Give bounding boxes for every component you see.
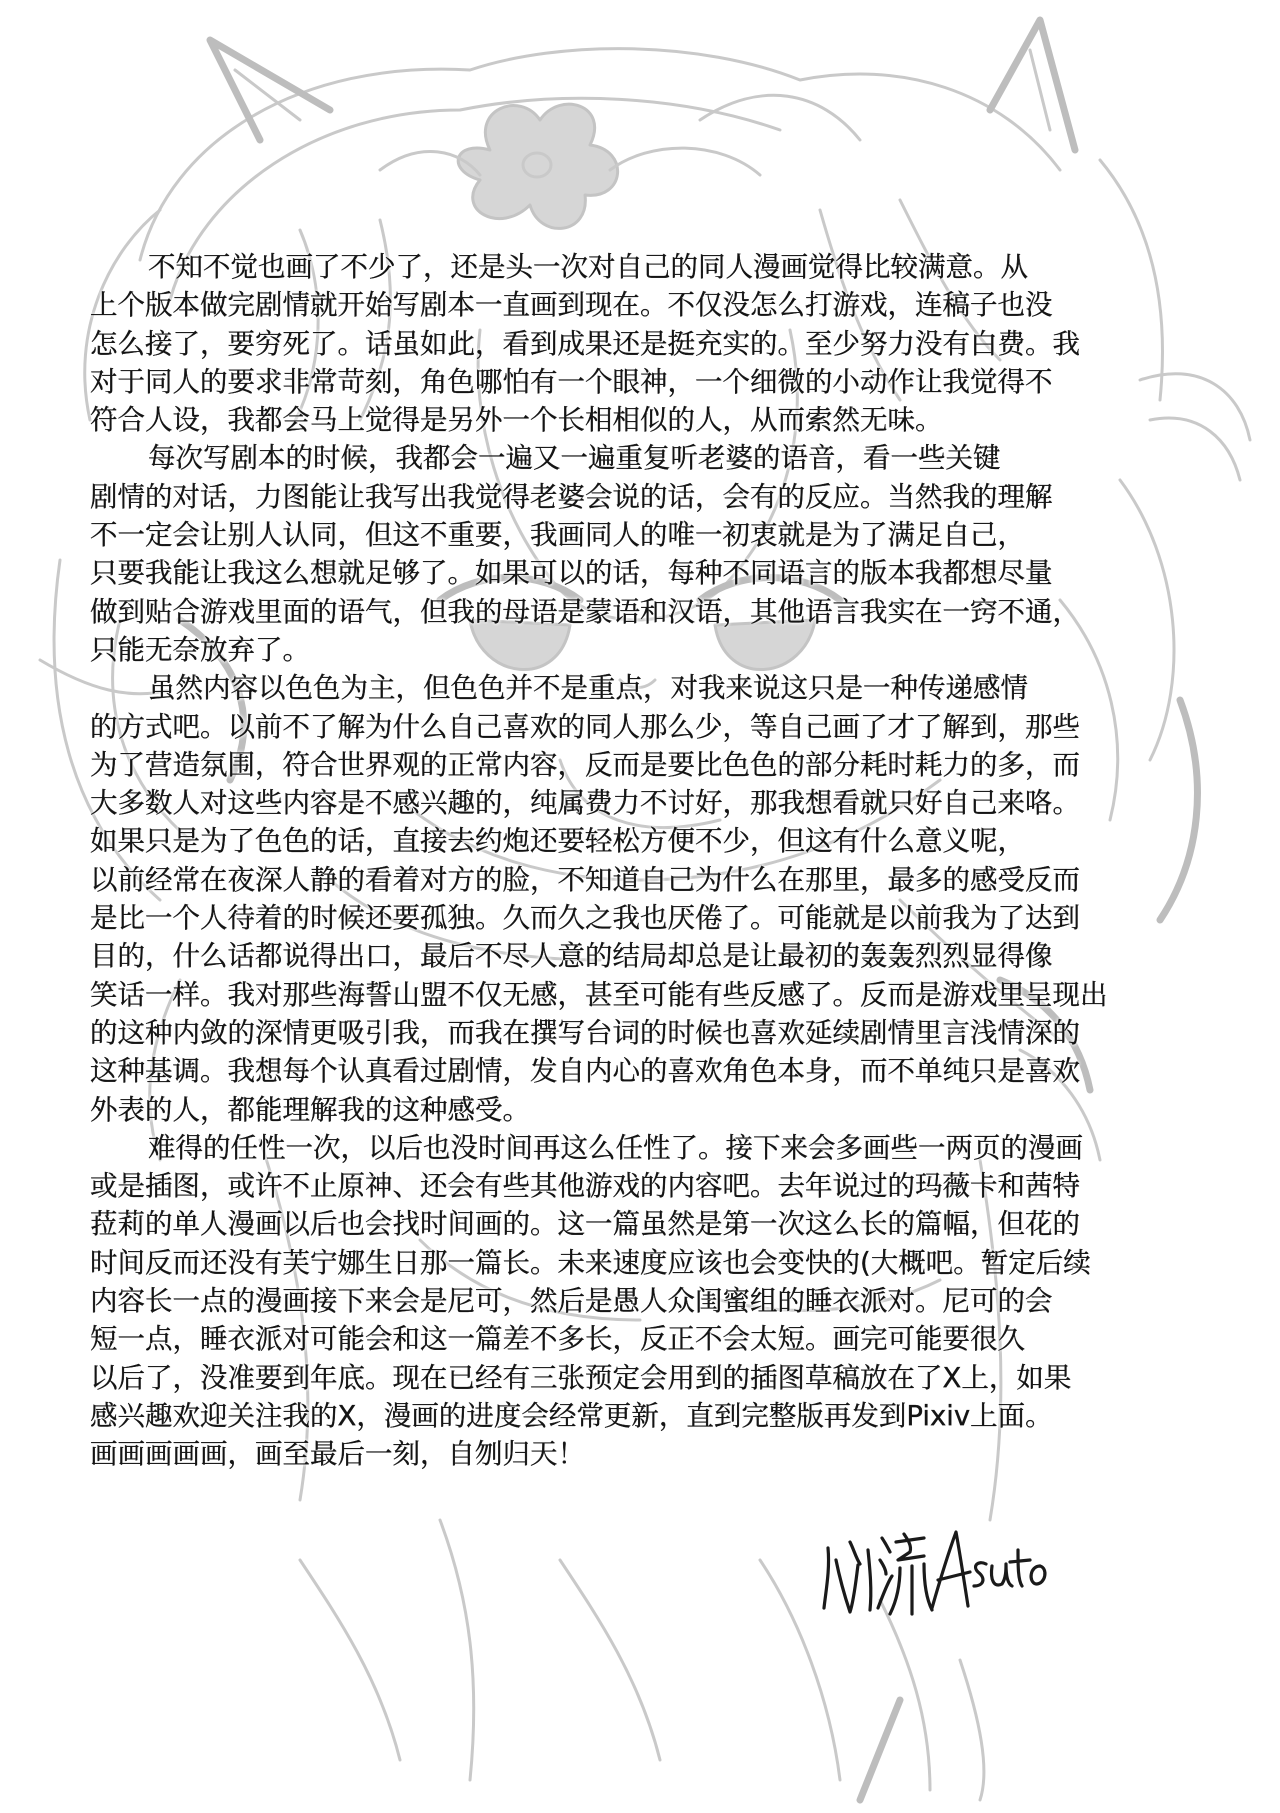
text-line: 笑话一样。我对那些海誓山盟不仅无感，甚至可能有些反感了。反而是游戏里呈现出 [90,978,1108,1011]
text-line: 感兴趣欢迎关注我的X，漫画的进度会经常更新，直到完整版再发到Pixiv上面。 [90,1399,1053,1432]
text-line: 为了营造氛围，符合世界观的正常内容，反而是要比色色的部分耗时耗力的多，而 [90,748,1080,781]
text-line: 菈莉的单人漫画以后也会找时间画的。这一篇虽然是第一次这么长的篇幅，但花的 [90,1208,1080,1241]
text-line: 外表的人，都能理解我的这种感受。 [90,1093,530,1126]
text-line: 如果只是为了色色的话，直接去约炮还要轻松方便不少，但这有什么意义呢， [90,825,1025,858]
text-line: 的方式吧。以前不了解为什么自己喜欢的同人那么少，等自己画了才了解到，那些 [90,710,1080,743]
text-line: 画画画画画，画至最后一刻，自刎归天！ [90,1438,585,1471]
afterword-paragraph-2 [90,439,1200,669]
text-line: 的这种内敛的深情更吸引我，而我在撰写台词的时候也喜欢延续剧情里言浅情深的 [90,1016,1080,1049]
afterword-paragraph-3 [90,669,1200,1129]
text-line: 目的，什么话都说得出口，最后不尽人意的结局却总是让最初的轰轰烈烈显得像 [90,940,1053,973]
text-line: 只要我能让我这么想就足够了。如果可以的话，每种不同语言的版本我都想尽量 [90,557,1053,590]
afterword-paragraph-4 [90,1129,1200,1474]
text-line: 难得的任性一次，以后也没时间再这么任性了。接下来会多画些一两页的漫画 [148,1131,1083,1164]
text-line: 虽然内容以色色为主，但色色并不是重点，对我来说这只是一种传递感情 [148,672,1028,705]
text-line: 以前经常在夜深人静的看着对方的脸，不知道自己为什么在那里，最多的感受反而 [90,863,1080,896]
handwritten-signature [820,1520,1050,1620]
text-line: 上个版本做完剧情就开始写剧本一直画到现在。不仅没怎么打游戏，连稿子也没 [90,289,1053,322]
text-line: 短一点，睡衣派对可能会和这一篇差不多长，反正不会太短。画完可能要很久 [90,1323,1025,1356]
text-line: 做到贴合游戏里面的语气，但我的母语是蒙语和汉语，其他语言我实在一窍不通， [90,595,1080,628]
text-line: 或是插图，或许不止原神、还会有些其他游戏的内容吧。去年说过的玛薇卡和茜特 [90,1170,1080,1203]
text-line: 不知不觉也画了不少了，还是头一次对自己的同人漫画觉得比较满意。从 [148,251,1028,283]
afterword-text [90,248,1200,1474]
text-line: 不一定会让别人认同，但这不重要，我画同人的唯一初衷就是为了满足自己， [90,519,1025,552]
text-line: 剧情的对话，力图能让我写出我觉得老婆会说的话，会有的反应。当然我的理解 [90,480,1053,513]
text-line: 内容长一点的漫画接下来会是尼可，然后是愚人众闺蜜组的睡衣派对。尼可的会 [90,1285,1053,1318]
text-line: 时间反而还没有芙宁娜生日那一篇长。未来速度应该也会变快的(大概吧。暂定后续 [90,1246,1091,1279]
text-line: 怎么接了，要穷死了。话虽如此，看到成果还是挺充实的。至少努力没有白费。我 [90,327,1080,360]
afterword-paragraph-1 [90,248,1200,439]
text-line: 对于同人的要求非常苛刻，角色哪怕有一个眼神，一个细微的小动作让我觉得不 [90,365,1053,398]
text-line: 只能无奈放弃了。 [90,633,310,666]
text-line: 以后了，没准要到年底。现在已经有三张预定会用到的插图草稿放在了X上，如果 [90,1361,1072,1394]
text-line: 这种基调。我想每个认真看过剧情，发自内心的喜欢角色本身，而不单纯只是喜欢 [90,1055,1080,1088]
text-line: 每次写剧本的时候，我都会一遍又一遍重复听老婆的语音，看一些关键 [148,442,1001,475]
text-line: 大多数人对这些内容是不感兴趣的，纯属费力不讨好，那我想看就只好自己来咯。 [90,787,1080,820]
text-line: 符合人设，我都会马上觉得是另外一个长相相似的人，从而索然无味。 [90,404,943,437]
text-line: 是比一个人待着的时候还要孤独。久而久之我也厌倦了。可能就是以前我为了达到 [90,902,1080,935]
